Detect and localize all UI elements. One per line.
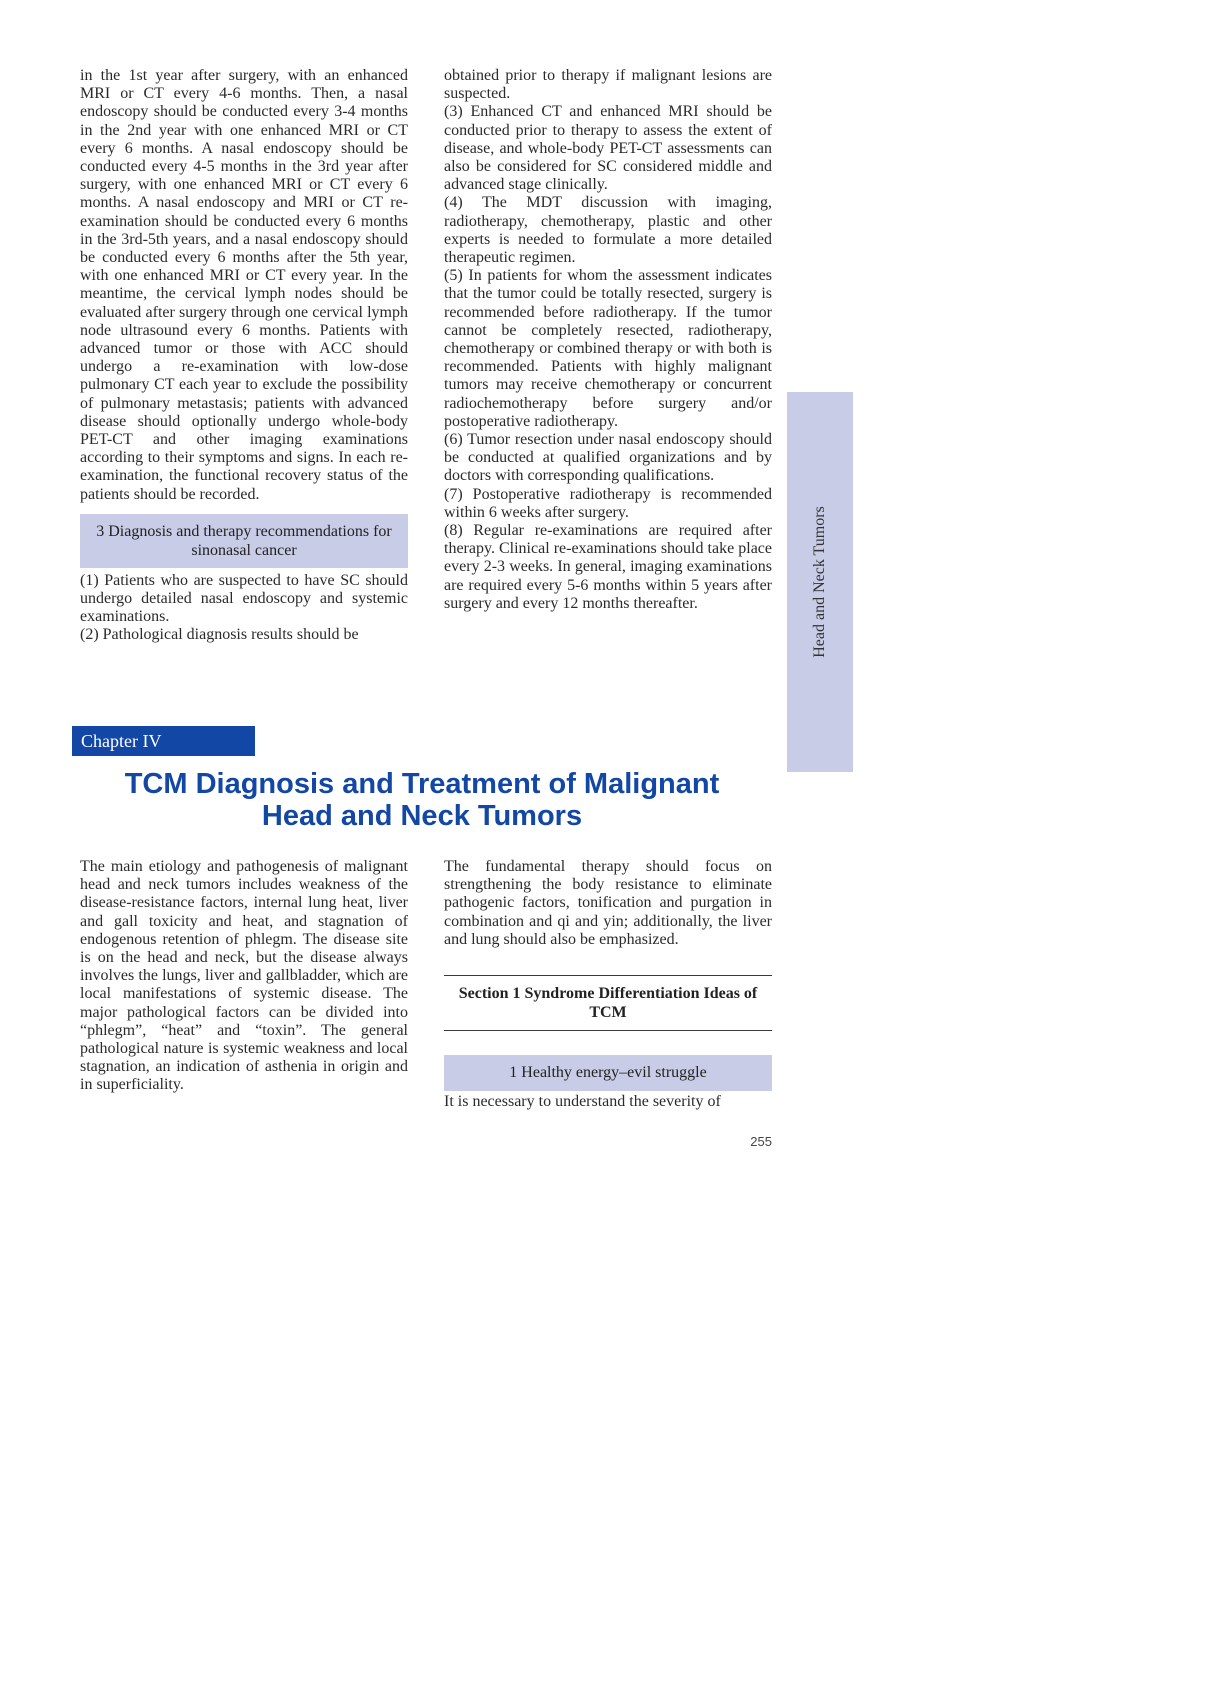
recommendation-item-1: (1) Patients who are suspected to have SC should undergo detailed nasal endoscopy and systemic examinations.: [80, 571, 408, 626]
recommendation-item-8: (8) Regular re-examinations are required after therapy. Clinical re-examinations should take place every 2-3 weeks. In general, imaging examinations are required every 5-6 months within 5 years after surgery and every 12 months thereafter.: [444, 522, 772, 612]
chapter-title-line-2: Head and Neck Tumors: [261, 800, 583, 832]
bottom-right-column: [444, 858, 772, 949]
recommendation-item-6: (6) Tumor resection under nasal endoscopy should be conducted at qualified organizations and by doctors with corresponding qualifications.: [444, 431, 772, 485]
top-left-column: [80, 67, 408, 645]
recommendation-continuation: obtained prior to therapy if malignant lesions are suspected.: [444, 67, 772, 103]
top-right-column: [444, 67, 772, 613]
chapter-title: [72, 768, 772, 832]
subsection-text: It is necessary to understand the severity of: [444, 1093, 721, 1110]
side-tab-label: Head and Neck Tumors: [811, 506, 828, 658]
subsection-heading: 1 Healthy energy–evil struggle: [444, 1055, 772, 1091]
recommendation-item-2: (2) Pathological diagnosis results should be: [80, 626, 359, 644]
chapter-tag: Chapter IV: [72, 726, 255, 756]
section-heading: Section 1 Syndrome Differentiation Ideas of TCM: [444, 975, 772, 1031]
recommendation-item-4: (4) The MDT discussion with imaging, radiotherapy, chemotherapy, plastic and other experts is needed to formulate a more detailed therapeutic regimen.: [444, 194, 772, 267]
recommendation-item-7: (7) Postoperative radiotherapy is recommended within 6 weeks after surgery.: [444, 485, 772, 521]
recommendation-item-3: (3) Enhanced CT and enhanced MRI should be conducted prior to therapy to assess the extent of disease, and whole-body PET-CT assessments can also be considered for SC considered middle and advanced stage clinically.: [444, 103, 772, 194]
followup-paragraph: in the 1st year after surgery, with an enhanced MRI or CT every 4-6 months. Then, a nasal endoscopy should be conducted every 3-4 months in the 2nd year with one enhanced MRI or CT every 6 months. A nasal endoscopy should be conducted every 4-5 months in the 3rd year after surgery, with one enhanced MRI or CT every 6 months. A nasal endoscopy and MRI or CT re-examination should be conducted every 6 months in the 3rd-5th years, and a nasal endoscopy should be conducted every 6 months after the 5th year, with one enhanced MRI or CT every year. In the meantime, the cervical lymph nodes should be evaluated after surgery through one cervical lymph node ultrasound every 6 months. Patients with advanced tumor or those with ACC should undergo a re-examination with low-dose pulmonary CT each year to exclude the possibility of pulmonary metastasis; patients with advanced disease should optionally undergo whole-body PET-CT and other imaging examinations according to their symptoms and signs. In each re-examination, the functional recovery status of the patients should be recorded.: [80, 67, 408, 503]
therapy-paragraph: The fundamental therapy should focus on strengthening the body resistance to eliminate pathogenic factors, tonification and purgation in combination and qi and yin; additionally, the liver and lung should also be emphasized.: [444, 858, 772, 948]
recommendations-heading: 3 Diagnosis and therapy recommendations for sinonasal cancer: [80, 514, 408, 568]
bottom-left-column: [80, 858, 408, 1095]
side-tab: [787, 392, 853, 772]
recommendation-item-5: (5) In patients for whom the assessment indicates that the tumor could be totally resected, surgery is recommended before radiotherapy. If the tumor cannot be completely resected, radiotherapy, chemotherapy or combined therapy or with both is recommended. Patients with highly malignant tumors may receive chemotherapy or concurrent radiochemotherapy before surgery and/or postoperative radiotherapy.: [444, 267, 772, 430]
etiology-paragraph: The main etiology and pathogenesis of malignant head and neck tumors includes weakness of the disease-resistance factors, internal lung heat, liver and gall toxicity and heat, and stagnation of endogenous retention of phlegm. The disease site is on the head and neck, but the disease always involves the lungs, liver and gallbladder, which are local manifestations of systemic disease. The major pathological factors can be divided into “phlegm”, “heat” and “toxin”. The general pathological nature is systemic weakness and local stagnation, an indication of asthenia in origin and in superficiality.: [80, 858, 408, 1094]
chapter-title-line-1: TCM Diagnosis and Treatment of Malignant: [124, 768, 720, 800]
page-number: 255: [750, 1134, 772, 1149]
